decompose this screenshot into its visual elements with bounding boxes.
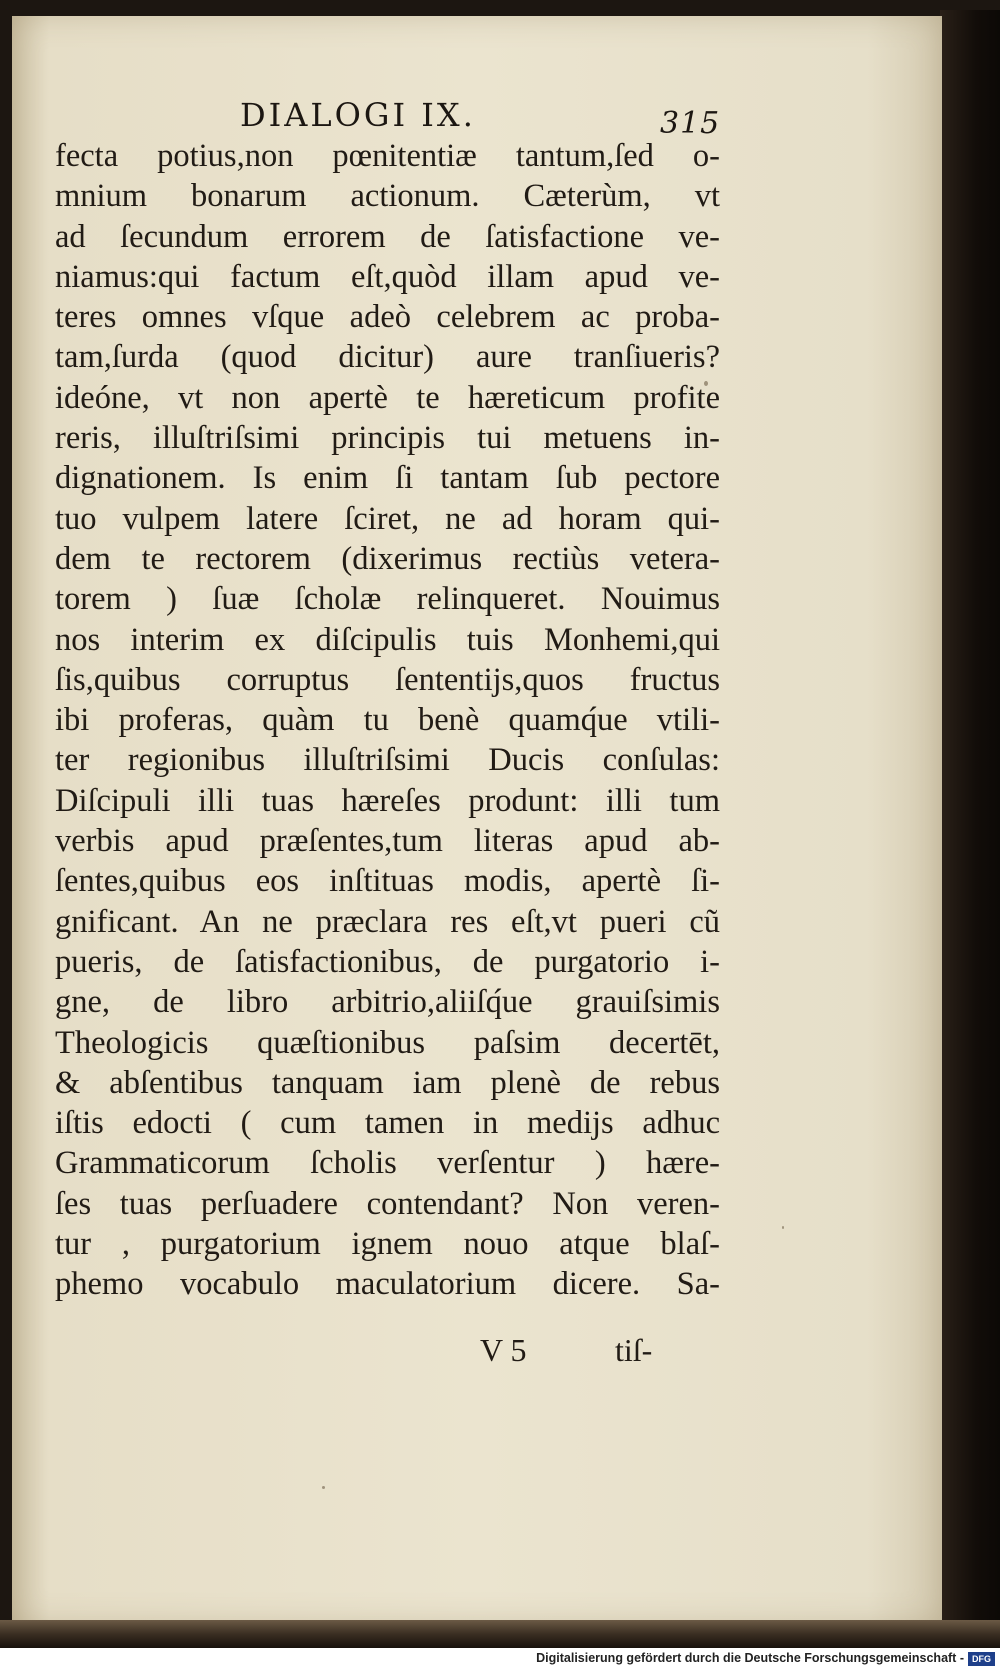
text-line: dignationem. Is enim ſi tantam ſub pectore [55,460,720,497]
body-text [55,136,720,1305]
text-line: teres omnes vſque adeò celebrem ac proba- [55,299,720,336]
text-line: & abſentibus tanquam iam plenè de rebus [55,1064,720,1101]
text-line: reris, illuſtriſsimi principis tui metuens in- [55,420,720,457]
catchword: tiſ- [615,1332,653,1368]
page-bottom-edge [0,1620,1000,1648]
text-line: ibi proferas, quàm tu benè quamq́ue vtili- [55,702,720,739]
text-line: ſis,quibus corruptus ſententijs,quos fructus [55,661,720,698]
paper-speck [322,1486,325,1489]
text-line: ſentes,quibus eos inſtituas modis, apertè ſi- [55,863,720,900]
text-line: Grammaticorum ſcholis verſentur ) hære- [55,1145,720,1182]
dfg-logo: DFG [968,1652,995,1666]
text-line: tur , purgatorium ignem nouo atque blaſ- [55,1226,720,1263]
text-line: nos interim ex diſcipulis tuis Monhemi,qui [55,621,720,658]
page-footer [480,1332,710,1372]
signature-mark: V 5 [480,1332,527,1368]
page-header [240,92,721,142]
text-line: verbis apud præſentes,tum literas apud ab- [55,823,720,860]
text-line: dem te rectorem (dixerimus rectiùs vetera- [55,540,720,577]
text-line: mnium bonarum actionum. Cæterùm, vt [55,178,720,215]
text-line: pueris, de ſatisfactionibus, de purgatorio i- [55,943,720,980]
page-edge-shadow [940,10,1000,1650]
text-line: ſes tuas perſuadere contendant? Non veren- [55,1185,720,1222]
text-line: iſtis edocti ( cum tamen in medijs adhuc [55,1105,720,1142]
text-line: Theologicis quæſtionibus paſsim decertēt, [55,1024,720,1061]
text-line: phemo vocabulo maculatorium dicere. Sa- [55,1266,720,1303]
page-number: 315 [660,106,721,141]
text-line: gne, de libro arbitrio,aliiſq́ue grauiſsimis [55,984,720,1021]
text-line: tam,ſurda (quod dicitur) aure tranſiueris? [55,339,720,376]
text-line: fecta potius,non pœnitentiæ tantum,ſed o- [55,138,720,174]
text-line: torem ) ſuæ ſcholæ relinqueret. Nouimus [55,581,720,618]
text-line: gnificant. An ne præclara res eſt,vt pueri cũ [55,903,720,940]
text-line: ad ſecundum errorem de ſatisfactione ve- [55,218,720,255]
text-line: ideóne, vt non apertè te hæreticum profite [55,379,720,416]
credit-bar [0,1648,1000,1671]
text-line: ter regionibus illuſtriſsimi Ducis conſulas: [55,742,720,779]
text-line: niamus:qui factum eſt,quòd illam apud ve- [55,258,720,295]
running-title: DIALOGI IX. [240,96,476,134]
paper-speck [782,1226,784,1229]
text-line: tuo vulpem latere ſciret, ne ad horam qui- [55,500,720,537]
text-line: Diſcipuli illi tuas hæreſes produnt: illi tum [55,782,720,819]
credit-text: Digitalisierung gefördert durch die Deutsche Forschungsgemeinschaft - [536,1651,964,1665]
